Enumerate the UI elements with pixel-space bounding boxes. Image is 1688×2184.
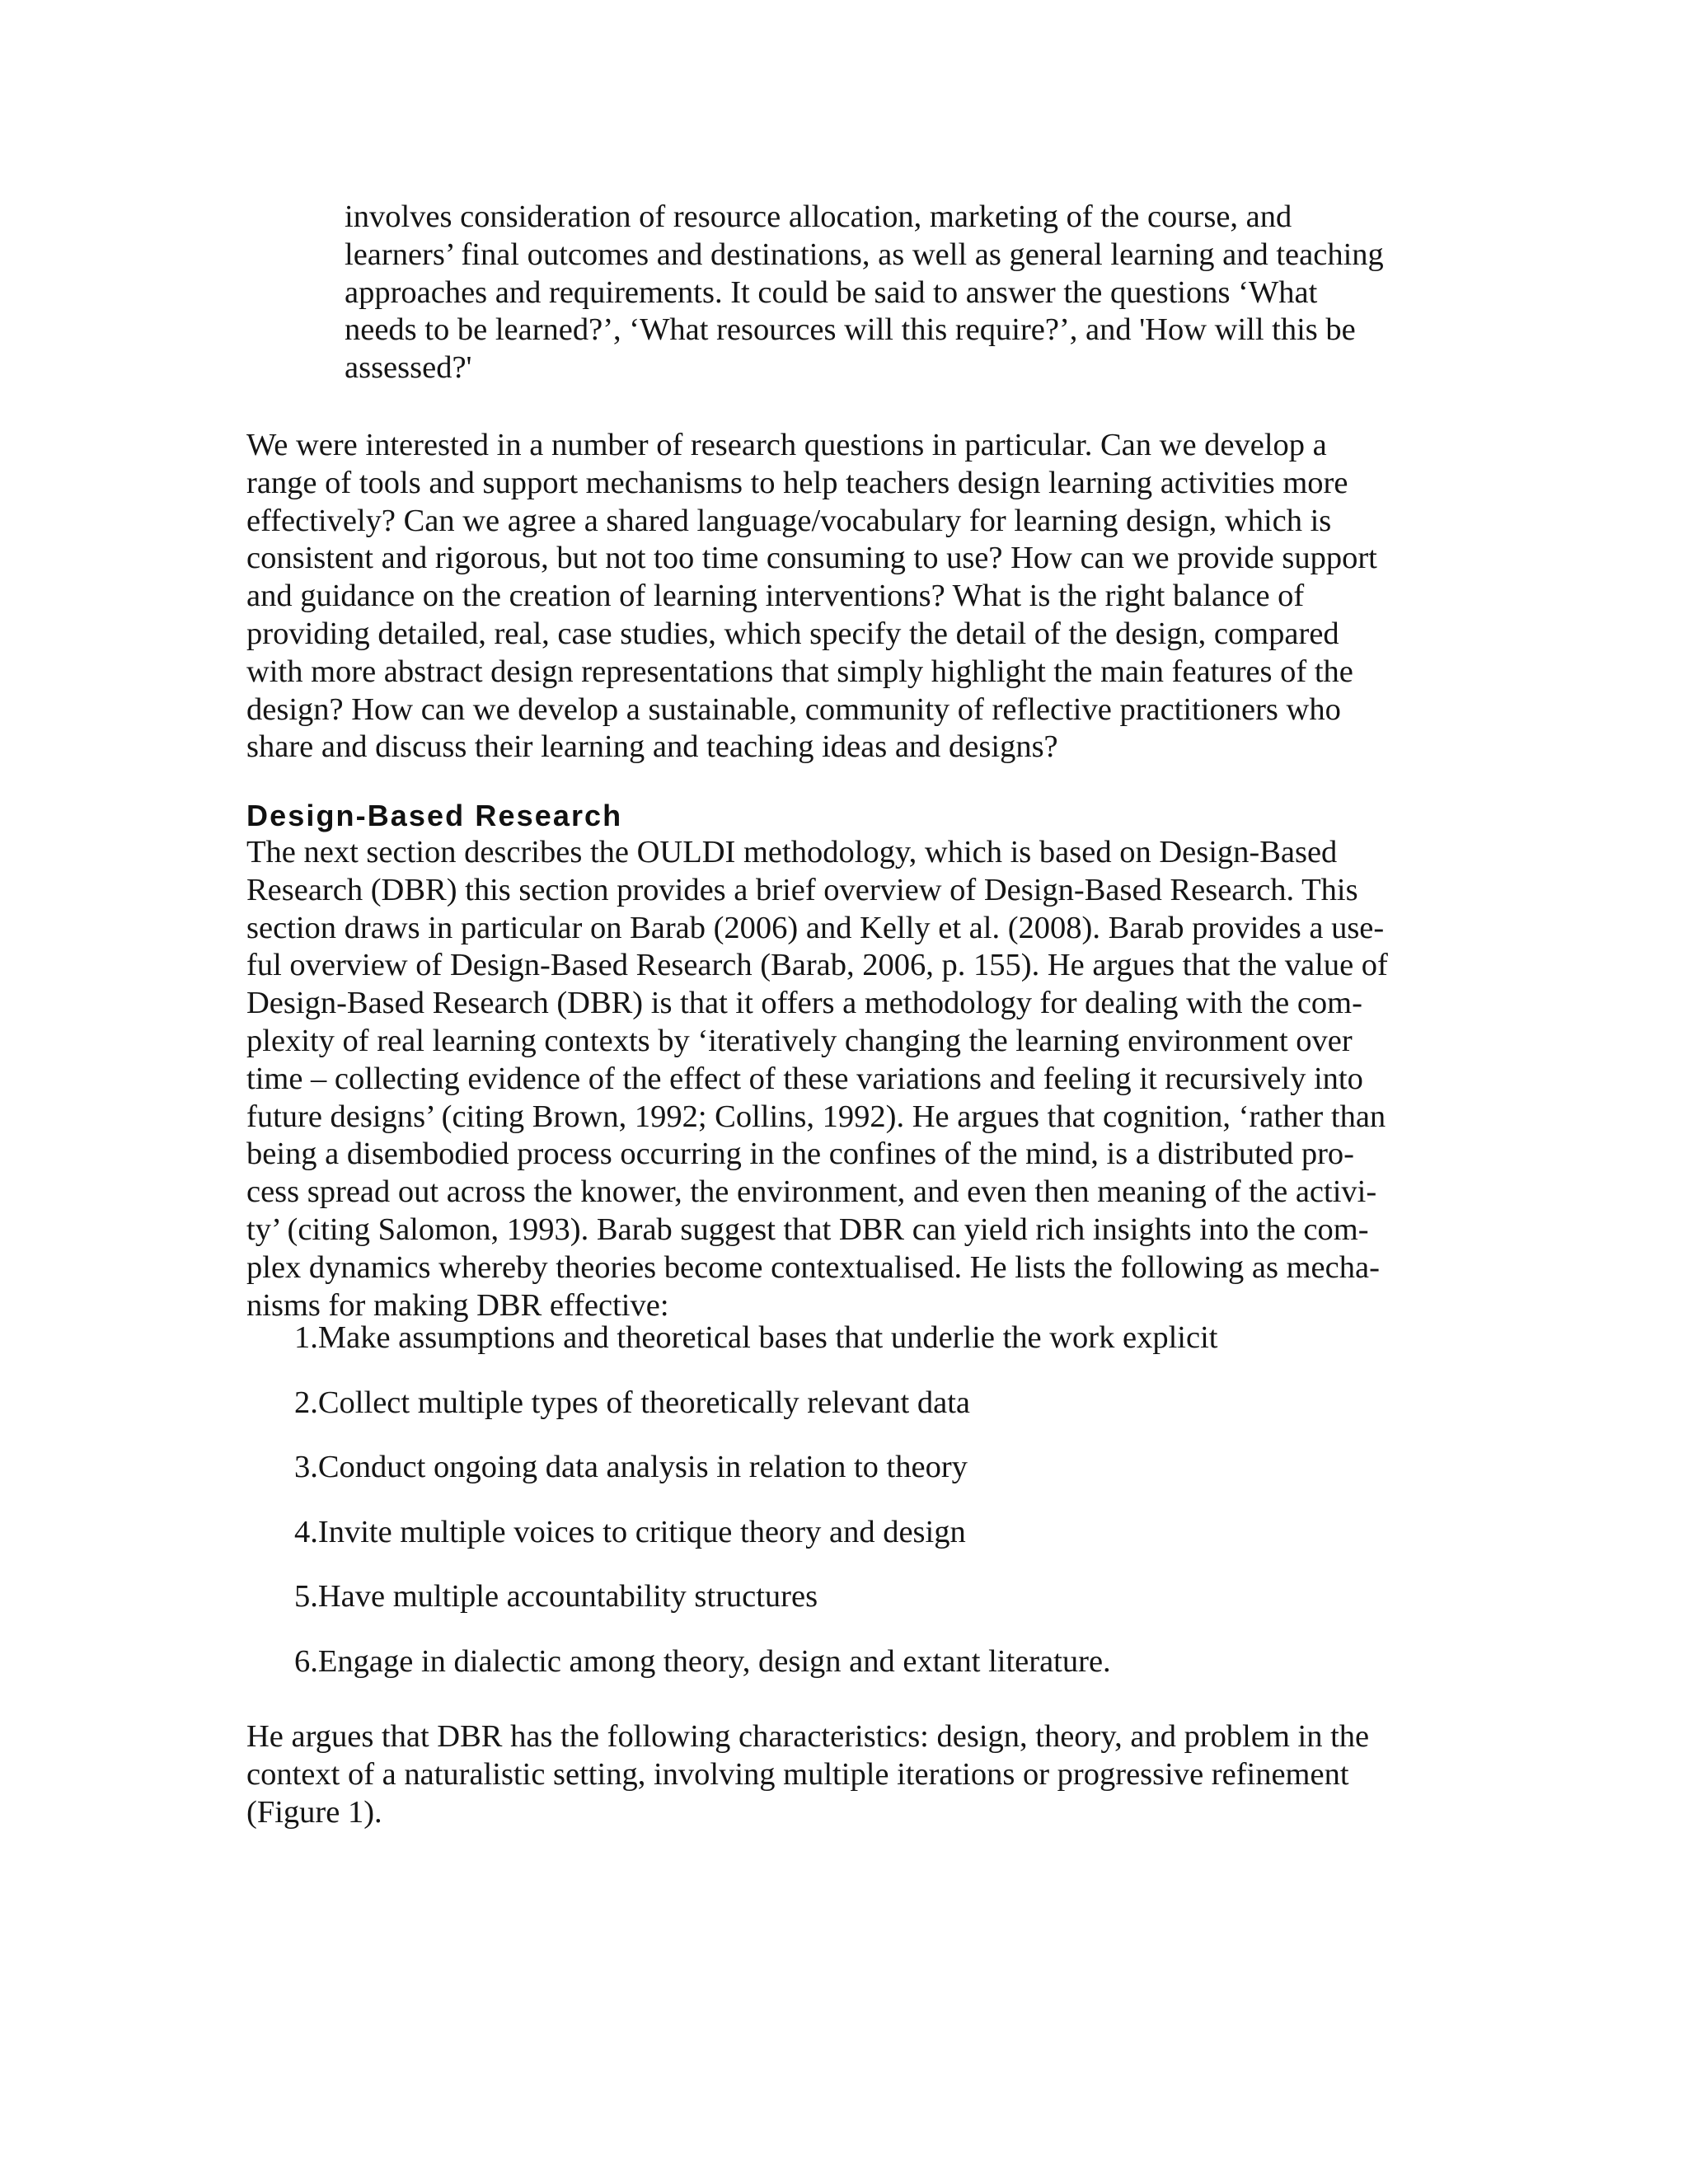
- paragraph-line: effectively? Can we agree a shared language/vocabulary for learning design, which is: [246, 503, 1332, 538]
- list-item: 4.Invite multiple voices to critique theory and design: [294, 1514, 966, 1549]
- quote-line: needs to be learned?’, ‘What resources will this require?’, and 'How will this be: [345, 312, 1356, 348]
- paragraph-line: design? How can we develop a sustainable, community of reflective practitioners who: [246, 691, 1341, 727]
- quote-line: approaches and requirements. It could be said to answer the questions ‘What: [345, 274, 1318, 310]
- list-item: 3.Conduct ongoing data analysis in relation to theory: [294, 1450, 968, 1485]
- paragraph-line: plexity of real learning contexts by ‘iteratively changing the learning environment over: [246, 1023, 1353, 1058]
- quote-line: learners’ final outcomes and destinations, as well as general learning and teaching: [345, 237, 1384, 272]
- paragraph-line: The next section describes the OULDI methodology, which is based on Design-Based: [246, 835, 1338, 869]
- list-item: 5.Have multiple accountability structures: [294, 1579, 818, 1615]
- quote-line: involves consideration of resource allocation, marketing of the course, and: [345, 199, 1292, 234]
- list-item: 6.Engage in dialectic among theory, design and extant literature.: [294, 1644, 1111, 1679]
- paragraph-line: Research (DBR) this section provides a brief overview of Design-Based Research. This: [246, 872, 1358, 907]
- list-item: 1.Make assumptions and theoretical bases that underlie the work explicit: [294, 1320, 1218, 1355]
- paragraph-line: We were interested in a number of research questions in particular. Can we develop a: [246, 428, 1327, 462]
- quote-line: assessed?': [345, 350, 472, 386]
- paragraph-line: future designs’ (citing Brown, 1992; Collins, 1992). He argues that cognition, ‘rather than: [246, 1099, 1386, 1134]
- paragraph-line: Design-Based Research (DBR) is that it offers a methodology for dealing with the com-: [246, 986, 1362, 1021]
- paragraph-line: with more abstract design representations that simply highlight the main features of the: [246, 654, 1353, 689]
- paragraph-line: time – collecting evidence of the effect of these variations and feeling it recursively into: [246, 1061, 1363, 1096]
- section-heading: Design-Based Research: [246, 799, 623, 832]
- dbr-overview-paragraph: [246, 834, 1442, 1324]
- paragraph-line: nisms for making DBR effective:: [246, 1287, 669, 1323]
- paragraph-line: share and discuss their learning and teaching ideas and designs?: [246, 729, 1058, 765]
- paragraph-line: consistent and rigorous, but not too time consuming to use? How can we provide support: [246, 541, 1377, 576]
- paragraph-line: ty’ (citing Salomon, 1993). Barab suggest that DBR can yield rich insights into the com-: [246, 1212, 1369, 1247]
- paragraph-line: ful overview of Design-Based Research (Barab, 2006, p. 155). He argues that the value of: [246, 948, 1388, 983]
- paragraph-line: (Figure 1).: [246, 1794, 382, 1830]
- block-quote: [345, 199, 1441, 387]
- paragraph-line: plex dynamics whereby theories become contextualised. He lists the following as mecha-: [246, 1249, 1380, 1285]
- dbr-characteristics-paragraph: [246, 1718, 1442, 1831]
- research-questions-paragraph: [246, 427, 1442, 766]
- paragraph-line: providing detailed, real, case studies, which specify the detail of the design, compared: [246, 616, 1339, 651]
- paragraph-line: He argues that DBR has the following characteristics: design, theory, and problem in the: [246, 1719, 1370, 1754]
- paragraph-line: range of tools and support mechanisms to help teachers design learning activities more: [246, 465, 1348, 500]
- paragraph-line: and guidance on the creation of learning interventions? What is the right balance of: [246, 579, 1305, 614]
- paragraph-line: being a disembodied process occurring in the confines of the mind, is a distributed pro-: [246, 1137, 1354, 1172]
- paragraph-line: cess spread out across the knower, the environment, and even then meaning of the activi-: [246, 1174, 1377, 1210]
- paragraph-line: section draws in particular on Barab (2006) and Kelly et al. (2008). Barab provides a use-: [246, 910, 1385, 945]
- list-item: 2.Collect multiple types of theoretically relevant data: [294, 1385, 970, 1420]
- paragraph-line: context of a naturalistic setting, involving multiple iterations or progressive refinement: [246, 1756, 1349, 1792]
